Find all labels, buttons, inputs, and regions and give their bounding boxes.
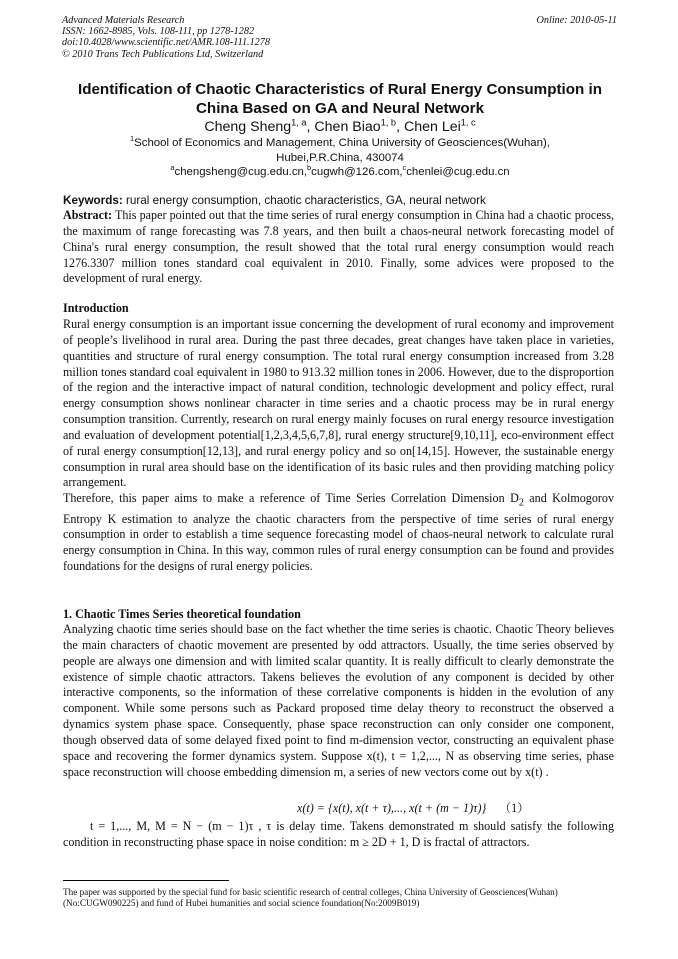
- equation-number: （1）: [499, 801, 530, 815]
- intro-paragraph-2: [63, 491, 614, 575]
- author-separator: ,: [306, 119, 315, 135]
- email-link[interactable]: chenlei@cug.edu.cn: [406, 166, 510, 179]
- copyright-line: © 2010 Trans Tech Publications Ltd, Switzerland: [62, 48, 264, 60]
- email-line: [40, 165, 640, 180]
- abstract: [63, 208, 614, 287]
- post-equation-paragraph: t = 1,..., M, M = N − (m − 1)τ , τ is delay time. Takens demonstrated m should satisfy the following condition in reconstructing phase space in noise condition: m ≥ 2D + 1, D is fractal of attractors.: [63, 819, 614, 849]
- section-1-body: [63, 622, 614, 780]
- paper-title: [40, 80, 640, 118]
- email-link[interactable]: cugwh@126.com,: [311, 166, 403, 179]
- keywords-text: rural energy consumption, chaotic characteristics, GA, neural network: [122, 194, 486, 207]
- affil-sup: 1: [130, 134, 135, 144]
- footnote: The paper was supported by the special fund for basic scientific research of central colleges, China University of Geosciences(Wuhan)(No:CUGW090225) and fund of Hubei humanities and social science foundation(No:2009B019): [63, 887, 558, 909]
- email-sup: a: [170, 163, 175, 173]
- email-link[interactable]: chengsheng@cug.edu.cn,: [174, 166, 308, 179]
- title-line-2: China Based on GA and Neural Network: [195, 100, 485, 117]
- post-equation-text: [63, 819, 614, 851]
- footnote-rule: [63, 880, 229, 881]
- journal-header: [62, 15, 617, 60]
- email-sup: c: [402, 163, 407, 173]
- introduction-body: [63, 317, 614, 575]
- affil-text: School of Economics and Management, China University of Geosciences(Wuhan),: [134, 137, 550, 149]
- introduction-heading: Introduction: [63, 301, 129, 315]
- intro-paragraph-1: Rural energy consumption is an important issue concerning the development of rural economy and improvement of people’s livelihood in rural area. During the past three decades, great changes have taken place in varieties, quantities and structure of rural energy consumption. The total rural energy consumption increased from 3.28 million tones standard coal equivalent in 1980 to 913.32 million tones in 2006. However, due to the disproportion of the region and the interactive impact of natural condition, technologic development and policy effect, rural energy consumption shows nonlinear character in time series and a chaotic process may be in rural energy consumption transition. Currently, research on rural energy mainly focuses on rural energy resource investigation and evaluation of development potential[1,2,3,4,5,6,7,8], rural energy structure[9,10,11], eco-environment effect of rural energy consumption[12,13], and rural energy policy and so on[14,15]. However, the sustainable energy consumption in rural area should base on the identification of its basic rules and then providing matching policy arrangement.: [63, 317, 614, 490]
- section-1-paragraph: Analyzing chaotic time series should base on the fact whether the time series is chaotic. Chaotic Theory believes the main characters of chaotic movement are presented by odd attractors. Usually, the time series observed by people are always one dimension and with limited scalar quantity. It is really difficult to clearly demonstrate the existence of simple chaotic attractors. Takens believes the evolution of any component is decided by other interactive components, so the information of these correlative components is hidden in the evolution of any component. While some persons such as Packard proposed time delay theory to reconstruct the observed a dynamics system phase space. Consequently, phase space reconstruction can only consider one component, though observed data of some delayed fixed point to find m-dimension vector, constructing an equivalent phase space and recovering the former dynamics system. Suppose x(t), t = 1,2,..., N as observing time series, phase space reconstruction will choose embedding dimension m, a series of new vectors come out by x(t) .: [63, 622, 614, 779]
- online-date: Online: 2010-05-11: [536, 15, 617, 26]
- keywords-label: Keywords:: [63, 194, 123, 207]
- doi-line: doi:10.4028/www.scientific.net/AMR.108-111.1278: [62, 37, 270, 49]
- keywords-line: [63, 193, 614, 209]
- abstract-label: Abstract:: [63, 208, 113, 222]
- author-name: Chen Biao: [314, 119, 381, 135]
- abstract-text: This paper pointed out that the time series of rural energy consumption in China had a chaotic process, the maximum of range forecasting was 7.8 years, and then built a chaos-neural network forecasting model of China's rural energy consumption, the result showed that the total rural energy consumption would reach 1276.3307 million tones standard coal equivalent in 2010. Finally, some advices were proposed to the development of rural energy.: [63, 208, 614, 286]
- author-name: Chen Lei: [403, 119, 461, 135]
- journal-name: Advanced Materials Research: [62, 15, 185, 26]
- equation-formula: x(t) = {x(t), x(t + τ),..., x(t + (m − 1)τ)}: [297, 801, 487, 815]
- intro-p2-text: and Kolmogorov Entropy K estimation to analyze the chaotic characters from the perspective of time series of rural energy consumption in order to establish a time sequence forecasting model of chaos-neural network to calculate rural energy consumption in China. In this way, common rules of rural energy consumption can be found and provides foundations for the designs of rural energy policies.: [63, 491, 614, 574]
- section-1-heading: 1. Chaotic Times Series theoretical foundation: [63, 607, 301, 621]
- issn-line: ISSN: 1662-8985, Vols. 108-111, pp 1278-1282: [62, 26, 255, 38]
- author-affil-sup: 1, c: [460, 117, 476, 128]
- affiliation-block: [40, 136, 640, 180]
- title-line-1: Identification of Chaotic Characteristics of Rural Energy Consumption in: [77, 81, 603, 98]
- author-affil-sup: 1, a: [291, 117, 307, 128]
- affiliation-line-2: Hubei,P.R.China, 430074: [276, 151, 404, 164]
- author-name: Cheng Sheng: [204, 119, 292, 135]
- author-separator: ,: [396, 119, 404, 135]
- subscript: 2: [518, 497, 524, 509]
- author-affil-sup: 1, b: [380, 117, 397, 128]
- email-sup: b: [307, 163, 312, 173]
- intro-p2-text: Therefore, this paper aims to make a reference of Time Series Correlation Dimension D: [63, 491, 519, 506]
- affiliation-line-1: [40, 136, 640, 151]
